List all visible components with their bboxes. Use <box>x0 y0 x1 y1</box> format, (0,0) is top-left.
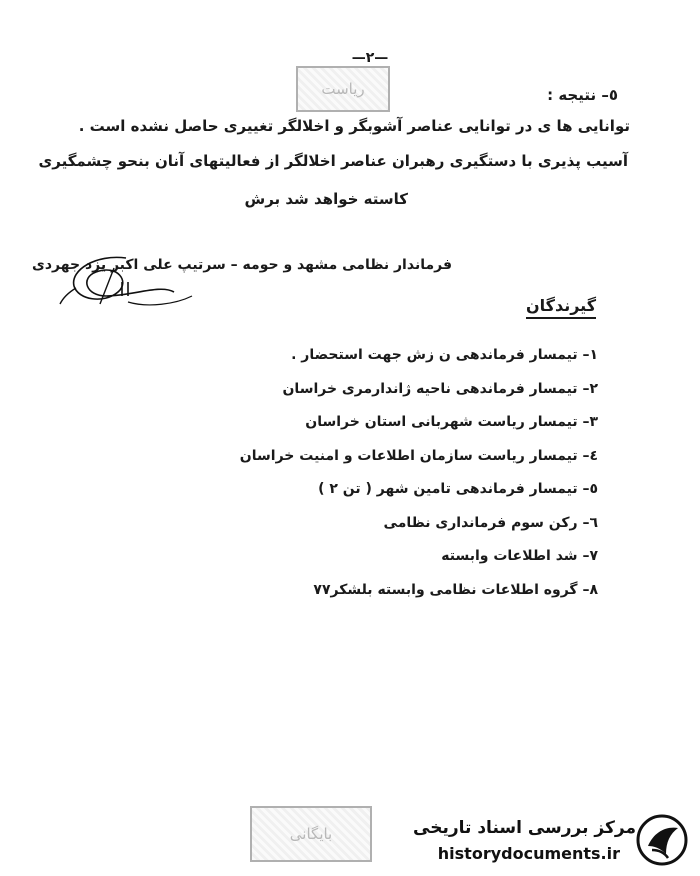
watermark-url: historydocuments.ir <box>437 844 620 863</box>
signatory-line: فرماندار نظامی مشهد و حومه – سرتیپ علی اکبر یزد جهردی <box>32 257 452 273</box>
recipient-item: ٢– تیمسار فرماندهی ناحیه ژاندارمری خراسان <box>282 380 598 397</box>
archive-stamp-top: ریاست <box>296 66 390 112</box>
body-line-2: آسیب پذیری با دستگیری رهبران عناصر اخلالگر از فعالیتهای آنان بنحو چشمگیری <box>38 152 628 170</box>
archive-logo-icon <box>636 814 688 866</box>
recipient-item: ٨– گروه اطلاعات نظامی وابسته بلشکر٧٧ <box>313 581 598 598</box>
recipient-item: ٧– شد اطلاعات وابسته <box>441 548 598 564</box>
recipient-item: ٦– رکن سوم فرمانداری نظامی <box>383 514 598 531</box>
recipient-item: ٥– تیمسار فرماندهی تامین شهر ( تن ٢ ) <box>318 481 598 497</box>
recipient-item: ٤– تیمسار ریاست سازمان اطلاعات و امنیت خراسان <box>239 447 598 464</box>
page-number: —٢— <box>351 50 389 66</box>
recipient-item: ١– تیمسار فرماندهی ن زش جهت استحضار . <box>291 347 598 363</box>
recipient-item: ٣– تیمسار ریاست شهربانی استان خراسان <box>305 414 598 430</box>
archive-stamp-bottom: بایگانی <box>250 806 372 862</box>
body-line-3: کاسته خواهد شد برش <box>244 190 408 208</box>
recipients-list <box>240 340 598 608</box>
handwritten-signature <box>56 244 196 314</box>
body-line-1: توانایی ها ی در توانایی عناصر آشوبگر و اخلالگر تغییری حاصل نشده است . <box>78 117 630 135</box>
recipients-title: گیرندگان <box>526 296 596 319</box>
watermark-name: مرکز بررسی اسناد تاریخی <box>413 818 636 838</box>
result-heading: ٥– نتیجه : <box>547 86 618 104</box>
